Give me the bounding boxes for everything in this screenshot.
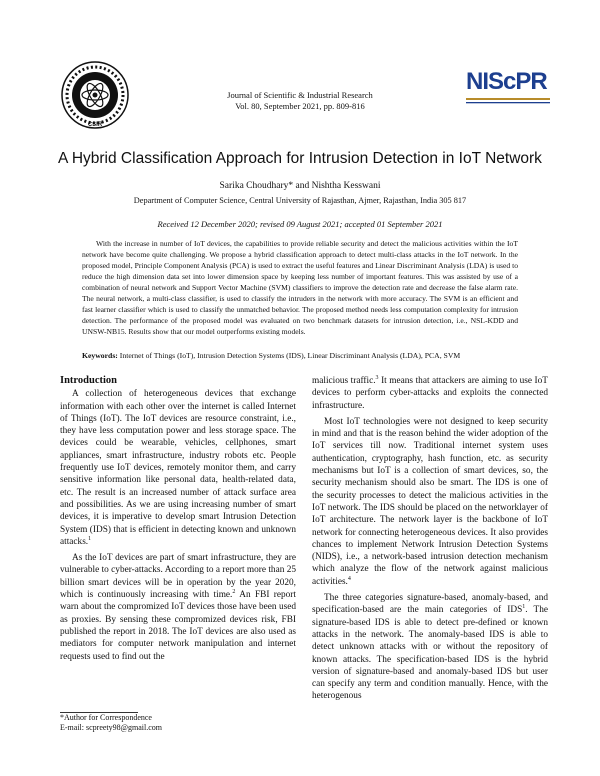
- paragraph: [312, 592, 548, 703]
- paragraph-text: A collection of heterogeneous devices that exchange information with each other over the internet is called Internet of Things (IoT). The IoT devices are resource constraint, i.e., they have less computation power and less storage space. The devices could be wearable, vehicles, cellphones, smart appliances, smart infrastructure, industry robots etc. People frequently use IoT devices, remotely monitor them, and carry sensitive information like personal data, health-related data, etc. The result is an increased number of attack surface area and possibilities. As we are using increasing number of smart devices, it is imperative to develop smart Intrusion Detection System (IDS) that is efficient in detecting known and unknown attacks.: [60, 389, 296, 547]
- paragraph: [312, 375, 548, 412]
- csir-logo: [60, 60, 130, 130]
- citation-ref: 2: [232, 588, 236, 595]
- keywords-label: Keywords:: [82, 351, 118, 360]
- paragraph-text: As the IoT devices are part of smart infrastructure, they are vulnerable to cyber-attacks. According to a report more than 25 billion smart devices will be in operation by the year 2020, which is continuously increasing with time.: [60, 553, 296, 601]
- section-heading-introduction: Introduction: [60, 375, 117, 386]
- niscpr-logo-text: NIScPR: [466, 68, 547, 95]
- journal-volume: Vol. 80, September 2021, pp. 809-816: [235, 101, 365, 111]
- article-title: A Hybrid Classification Approach for Intrusion Detection in IoT Network: [58, 150, 542, 167]
- paragraph-text: An FBI report warn about the compromized IoT devices those have been used as proxies. By sensing these compromized devices risk, FBI published the report in 2018. The IoT devices are also used as mediators for computer network manipulation and internet requests used to find out the: [60, 590, 296, 662]
- paragraph-text: . The signature-based IDS is able to detect pre-defined or known attacks in the network. The anomaly-based IDS is able to detect unknown attacks with or without the repository of known attacks. The specification-based IDS is the hybrid version of signature-based and anomaly-based IDS but user can specify any term and condition manually. Hence, with the heterogenous: [312, 605, 548, 702]
- body-left-column: [60, 375, 296, 667]
- journal-name: Journal of Scientific & Industrial Research: [227, 90, 373, 100]
- article-affiliation: Department of Computer Science, Central University of Rajasthan, Ajmer, Rajasthan, India 305 817: [133, 196, 467, 205]
- paragraph: [312, 416, 548, 588]
- paragraph-text: The three categories signature-based, anomaly-based, and specification-based are the main categories of IDS: [312, 593, 548, 616]
- footnote-email: E-mail: scpreety98@gmail.com: [60, 723, 163, 732]
- paragraph-text: Most IoT technologies were not designed to keep security in mind and that is the reason behind the wider adoption of the IoT services till now. Traditional internet system uses authentication, cryptography, hash function, etc. as security mechanisms but IoT is a collection of smart devices, so, the security mechanism should also be smart. The IDS is one of the security processes to detect the malicious activities in the IoT network. The IDS should be placed on the networklayer of IoT architecture. The network layer is the backbone of IoT network for connecting heterogeneous devices. It also provides chances to implement Network Intrusion Detection Systems (NIDS), i.e., a network-based intrusion detection mechanism which analyze the flow of the network against malicious activities.: [312, 416, 548, 587]
- article-authors: Sarika Choudhary* and Nishtha Kesswani: [219, 181, 381, 191]
- keywords-list: Internet of Things (IoT), Intrusion Detection Systems (IDS), Linear Discriminant Analysis (LDA), PCA, SVM: [119, 351, 461, 360]
- csir-logo-text: CSIR: [87, 122, 103, 128]
- paragraph-text: malicious traffic.: [312, 376, 376, 386]
- keywords: [82, 350, 518, 361]
- footnote-correspondence: *Author for Correspondence: [60, 713, 152, 722]
- citation-ref: 1: [88, 535, 92, 542]
- niscpr-logo: [466, 66, 550, 114]
- paragraph: [60, 388, 296, 548]
- citation-ref: 3: [375, 374, 379, 381]
- paragraph-text: It means that attackers are aiming to use IoT devices to perform cyber-attacks and exploits the connected infrastructure.: [312, 376, 548, 411]
- received-dates: Received 12 December 2020; revised 09 August 2021; accepted 01 September 2021: [157, 219, 443, 229]
- abstract: With the increase in number of IoT devices, the capabilities to provide reliable security and detect the malicious activities within the IoT network have become quite challenging. We propose a hybrid classification approach to detect multi-class attacks in the IoT network. In the proposed model, Principle Component Analysis (PCA) is used to extract the useful features and Linear Discriminant Analysis (LDA) is used to reduce the high dimension data set into lower dimension space by keeping less number of important features. This was assisted by use of a combination of neural network and Support Vector Machine (SVM) classifiers to improve the detection rate and decrease the false alarm rate. The neural network, a multi-class classifier, is used to classify the intruders in the network with more accuracy. The SVM is an efficient and fast learner classifier which is used to classify the unmatched behavior. The proposed method needs less computation complexity for intrusion detection. The performance of the proposed model was evaluated on two benchmark datasets for intrusion detection, i.e., NSL-KDD and UNSW-NB15. Results show that our model outperforms existing models.: [82, 239, 518, 336]
- citation-ref: 1: [522, 604, 526, 611]
- citation-ref: 4: [347, 575, 351, 582]
- body-right-column: [312, 375, 548, 707]
- paragraph: [60, 552, 296, 663]
